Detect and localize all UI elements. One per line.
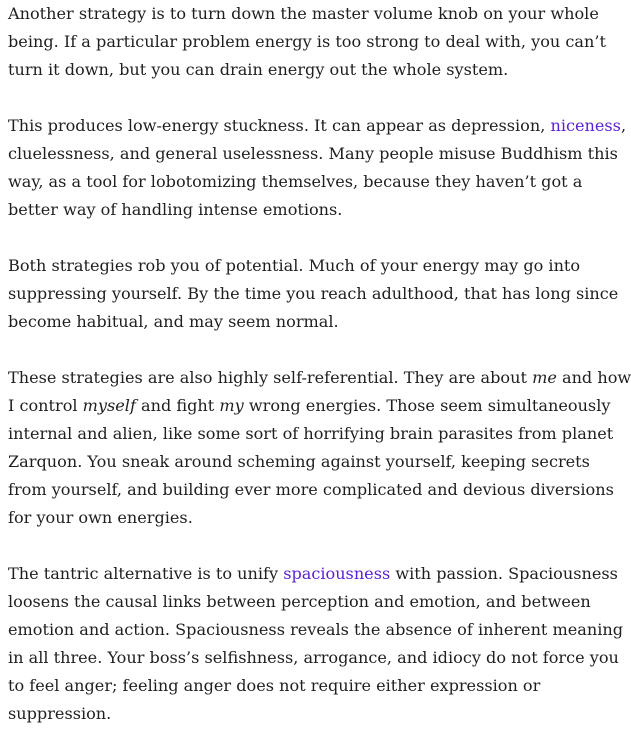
paragraph-4-line-2b: and fight	[135, 396, 220, 415]
paragraph-2-line-1b: ,	[620, 116, 627, 135]
paragraph-5	[8, 560, 624, 728]
emphasis-me: me	[532, 368, 557, 387]
paragraph-2-line-2: cluelessness, and general uselessness. Many people misuse Buddhism this	[8, 144, 618, 163]
article-body	[8, 0, 631, 756]
paragraph-2-line-4: better way of handling intense emotions.	[8, 200, 343, 219]
paragraph-5-line-1b: with passion. Spaciousness	[390, 564, 618, 583]
paragraph-5-line-5: to feel anger; feeling anger does not require either expression or	[8, 676, 541, 695]
paragraph-5-line-6: suppression.	[8, 704, 112, 723]
paragraph-2-line-1a: This produces low-energy stuckness. It can appear as depression,	[8, 116, 551, 135]
paragraph-4-line-2c: wrong energies. Those seem simultaneously	[243, 396, 611, 415]
paragraph-4-line-3: internal and alien, like some sort of horrifying brain parasites from planet	[8, 424, 614, 443]
paragraph-4-line-1b: and how	[556, 368, 631, 387]
paragraph-4-line-4: Zarquon. You sneak around scheming against yourself, keeping secrets	[8, 452, 590, 471]
paragraph-4-line-6: for your own energies.	[8, 508, 193, 527]
paragraph-1	[8, 0, 608, 84]
paragraph-1-line-1: Another strategy is to turn down the master volume knob on your whole	[8, 4, 599, 23]
emphasis-my: my	[219, 396, 244, 415]
paragraph-5-line-2: loosens the causal links between perception and emotion, and between	[8, 592, 591, 611]
paragraph-4-line-2a: I control	[8, 396, 83, 415]
paragraph-4-line-5: from yourself, and building ever more complicated and devious diversions	[8, 480, 614, 499]
spaciousness-link[interactable]: spaciousness	[283, 564, 391, 583]
paragraph-4-line-1a: These strategies are also highly self-referential. They are about	[8, 368, 533, 387]
paragraph-4	[8, 364, 631, 532]
paragraph-2-line-3: way, as a tool for lobotomizing themselves, because they haven’t got a	[8, 172, 583, 191]
paragraph-5-line-4: in all three. Your boss’s selfishness, arrogance, and idiocy do not force you	[8, 648, 619, 667]
paragraph-3-line-3: become habitual, and may seem normal.	[8, 312, 339, 331]
paragraph-1-line-2: being. If a particular problem energy is too strong to deal with, you can’t	[8, 32, 606, 51]
paragraph-1-line-3: turn it down, but you can drain energy out the whole system.	[8, 60, 509, 79]
paragraph-2	[8, 112, 627, 224]
paragraph-3	[8, 252, 619, 336]
paragraph-3-line-1: Both strategies rob you of potential. Much of your energy may go into	[8, 256, 581, 275]
niceness-link[interactable]: niceness	[550, 116, 621, 135]
paragraph-5-line-3: emotion and action. Spaciousness reveals the absence of inherent meaning	[8, 620, 624, 639]
paragraph-5-line-1a: The tantric alternative is to unify	[8, 564, 284, 583]
emphasis-myself: myself	[82, 396, 136, 415]
paragraph-3-line-2: suppressing yourself. By the time you reach adulthood, that has long since	[8, 284, 619, 303]
